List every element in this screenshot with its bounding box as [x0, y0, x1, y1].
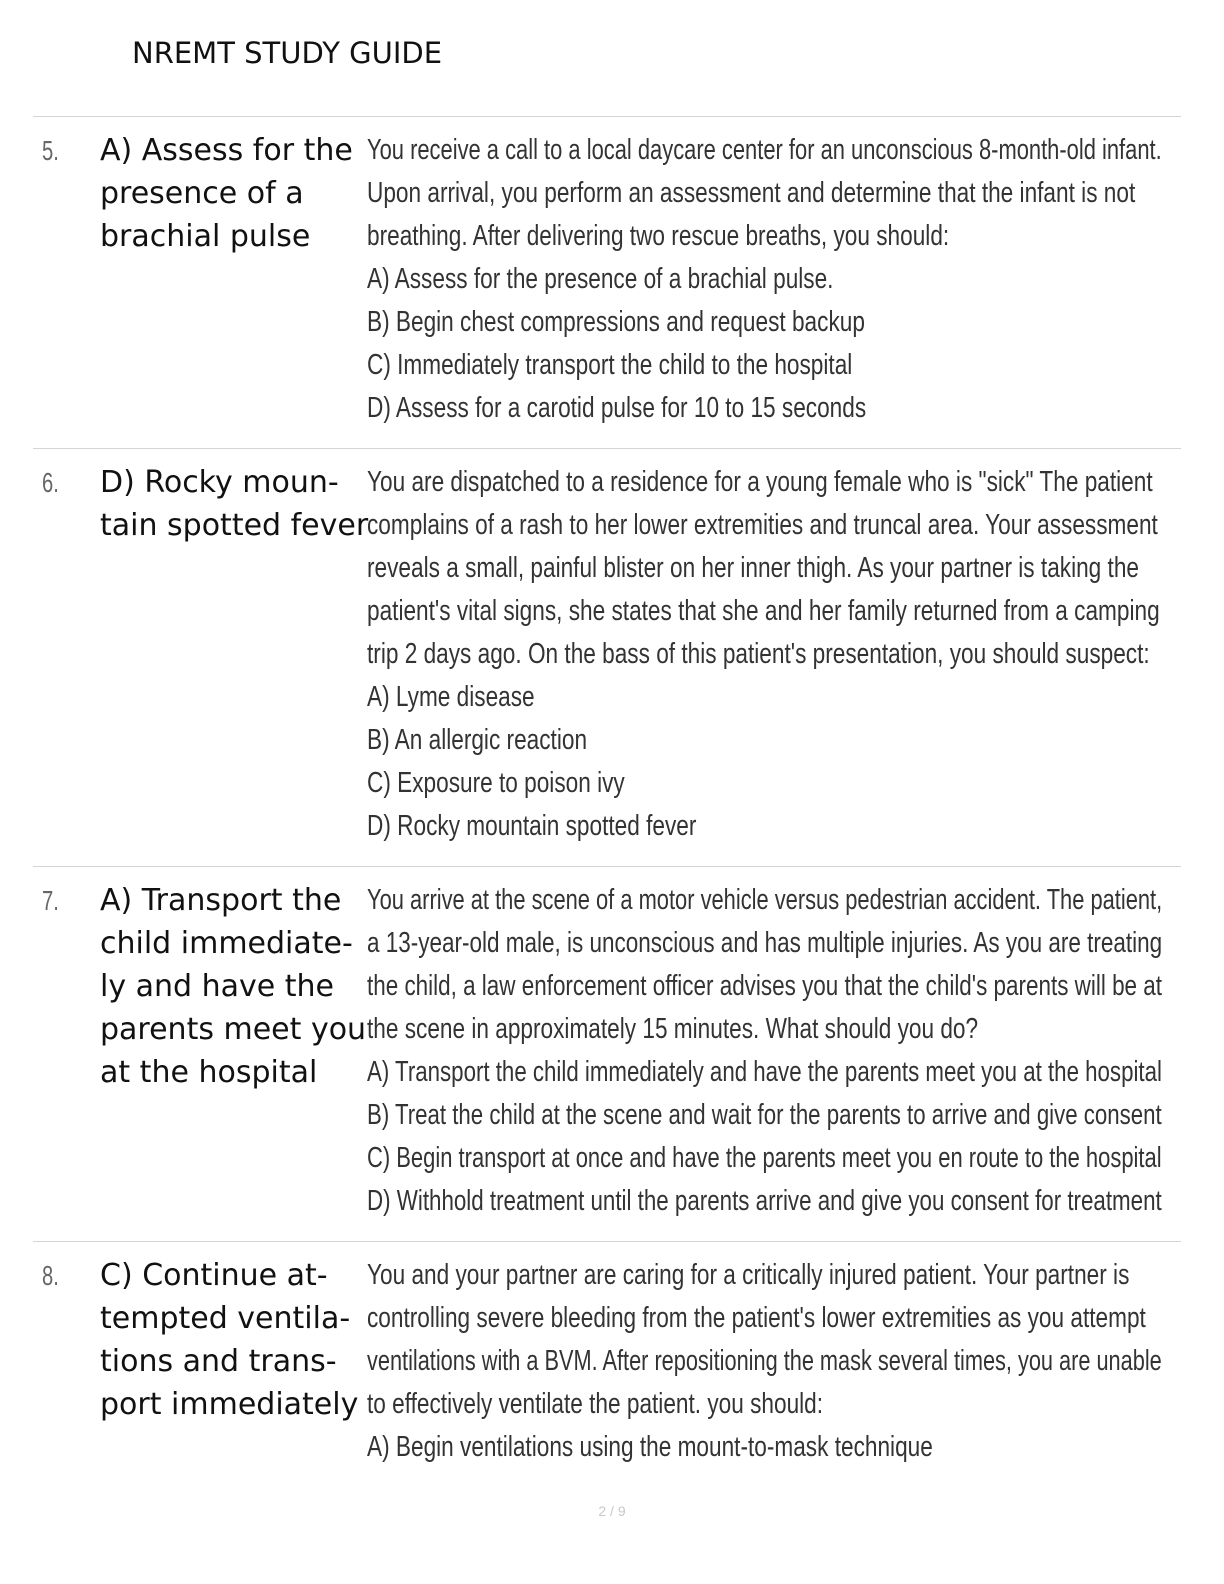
- definition-line: trip 2 days ago. On the bass of this patient's presentation, you should suspect:: [367, 638, 1150, 670]
- card-term: C) Continue at- tempted ventila- tions and trans- port immediately: [100, 1258, 359, 1422]
- definition-line: D) Withhold treatment until the parents arrive and give you consent for treatment: [367, 1185, 1162, 1217]
- definition-line: A) Assess for the presence of a brachial pulse.: [367, 263, 834, 295]
- definition-line: A) Transport the child immediately and have the parents meet you at the hospital: [367, 1056, 1162, 1088]
- definition-line: the child, a law enforcement officer advises you that the child's parents will be at: [367, 970, 1162, 1002]
- page-number: 2 / 9: [598, 1503, 626, 1519]
- card-term: A) Transport the child immediate- ly and have the parents meet you at the hospital: [100, 883, 367, 1090]
- definition-line: Upon arrival, you perform an assessment and determine that the infant is not: [367, 177, 1136, 209]
- divider: [33, 866, 1181, 867]
- document-title: NREMT STUDY GUIDE: [132, 36, 443, 70]
- card-definition: [367, 461, 1172, 848]
- definition-line: B) An allergic reaction: [367, 724, 588, 756]
- card-number: 8.: [42, 1260, 59, 1291]
- definition-line: C) Immediately transport the child to the hospital: [367, 349, 853, 381]
- card-term: A) Assess for the presence of a brachial pulse: [100, 133, 353, 254]
- definition-line: to effectively ventilate the patient. you should:: [367, 1388, 824, 1420]
- definition-line: B) Treat the child at the scene and wait for the parents to arrive and give consent: [367, 1099, 1162, 1131]
- definition-line: You arrive at the scene of a motor vehicle versus pedestrian accident. The patient,: [367, 884, 1163, 916]
- definition-line: D) Assess for a carotid pulse for 10 to 15 seconds: [367, 392, 867, 424]
- definition-line: A) Begin ventilations using the mount-to-mask technique: [367, 1431, 933, 1463]
- definition-line: You and your partner are caring for a critically injured patient. Your partner is: [367, 1259, 1130, 1291]
- card-number: 5.: [42, 135, 59, 166]
- card-definition: [367, 879, 1172, 1223]
- definition-line: D) Rocky mountain spotted fever: [367, 810, 697, 842]
- definition-line: complains of a rash to her lower extremities and truncal area. Your assessment: [367, 509, 1158, 541]
- card-term: D) Rocky moun- tain spotted fever: [100, 465, 369, 543]
- definition-line: breathing. After delivering two rescue breaths, you should:: [367, 220, 950, 252]
- definition-line: You are dispatched to a residence for a young female who is "sick" The patient: [367, 466, 1153, 498]
- definition-line: C) Begin transport at once and have the parents meet you en route to the hospital: [367, 1142, 1162, 1174]
- card-number: 7.: [42, 885, 59, 916]
- definition-line: B) Begin chest compressions and request backup: [367, 306, 865, 338]
- divider: [33, 448, 1181, 449]
- divider: [33, 1241, 1181, 1242]
- definition-line: C) Exposure to poison ivy: [367, 767, 625, 799]
- definition-line: a 13-year-old male, is unconscious and has multiple injuries. As you are treating: [367, 927, 1163, 959]
- definition-line: ventilations with a BVM. After repositioning the mask several times, you are unable: [367, 1345, 1162, 1377]
- card-definition: [367, 1254, 1172, 1469]
- definition-line: patient's vital signs, she states that she and her family returned from a camping: [367, 595, 1160, 627]
- divider: [33, 116, 1181, 117]
- definition-line: reveals a small, painful blister on her inner thigh. As your partner is taking the: [367, 552, 1140, 584]
- card-number: 6.: [42, 467, 59, 498]
- definition-line: the scene in approximately 15 minutes. What should you do?: [367, 1013, 979, 1045]
- definition-line: controlling severe bleeding from the patient's lower extremities as you attempt: [367, 1302, 1146, 1334]
- card-definition: [367, 129, 1172, 430]
- definition-line: A) Lyme disease: [367, 681, 535, 713]
- definition-line: You receive a call to a local daycare center for an unconscious 8-month-old infant.: [367, 134, 1162, 166]
